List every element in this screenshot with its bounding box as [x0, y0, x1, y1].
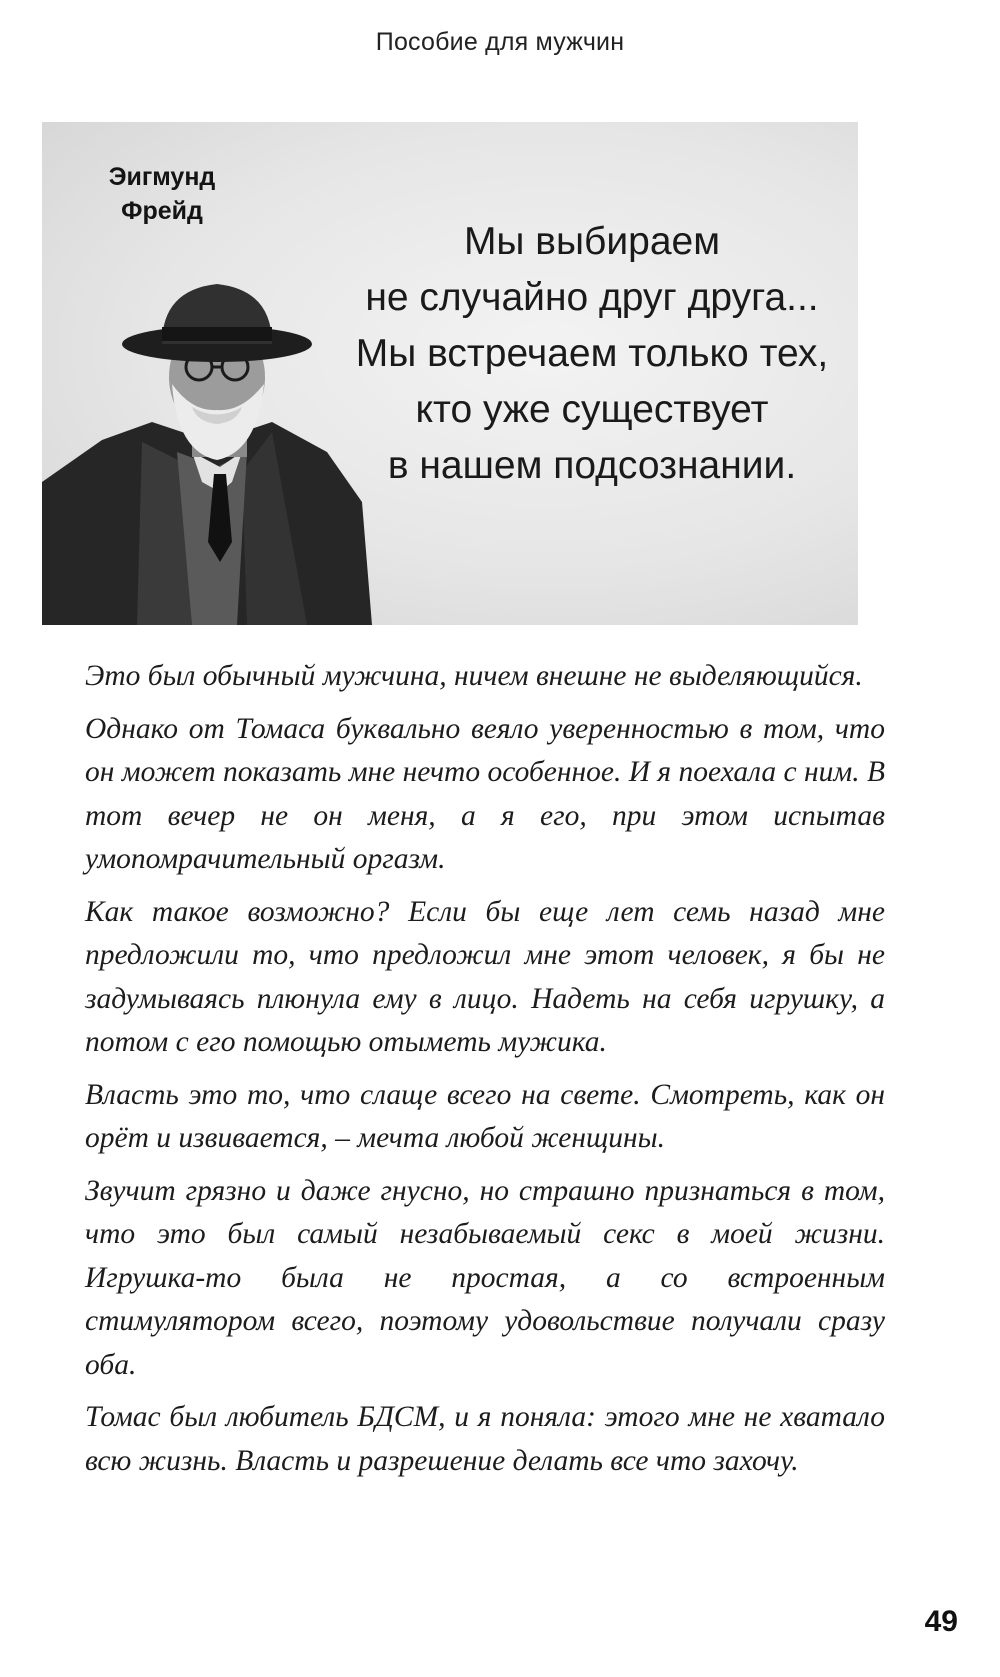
quote-author-first: Эигмунд	[108, 163, 216, 191]
paragraph: Звучит грязно и даже гнусно, но страшно признаться в том, что это был самый незабываемый секс в моей жизни. Игрушка-то была не простая, а со встроенным стимулятором всего, поэтому удовольствие получали сразу оба.	[85, 1174, 885, 1381]
running-head: Пособие для мужчин	[375, 28, 625, 56]
paragraph: Однако от Томаса буквально веяло уверенностью в том, что он может показать мне нечто особенное. И я поехала с ним. В тот вечер не он меня, а я его, при этом испытав умопомрачительный оргазм.	[85, 712, 885, 875]
paragraph: Это был обычный мужчина, ничем внешне не выделяющийся.	[85, 660, 863, 692]
quote-text	[342, 214, 842, 494]
quote-author	[92, 160, 232, 228]
quote-line: Мы выбираем	[463, 220, 721, 263]
quote-line: не случайно друг друга...	[365, 276, 819, 319]
paragraph: Власть это то, что слаще всего на свете. Смотреть, как он орёт и извивается, – мечта любой женщины.	[85, 1078, 885, 1154]
paragraph: Томас был любитель БДСМ, и я поняла: этого мне не хватало всю жизнь. Власть и разрешение делать все что захочу.	[85, 1401, 885, 1477]
quote-line: в нашем подсознании.	[387, 444, 797, 487]
quote-author-last: Фрейд	[121, 197, 203, 225]
quote-line: Мы встречаем только тех,	[355, 332, 829, 375]
page-number: 49	[924, 1605, 958, 1638]
body-text	[85, 655, 885, 1492]
quote-image	[42, 122, 858, 625]
quote-line: кто уже существует	[415, 388, 769, 431]
paragraph: Как такое возможно? Если бы еще лет семь назад мне предложили то, что предложил мне этот человек, я бы не задумываясь плюнула ему в лицо. Надеть на себя игрушку, а потом с его помощью отыметь мужика.	[85, 895, 885, 1058]
